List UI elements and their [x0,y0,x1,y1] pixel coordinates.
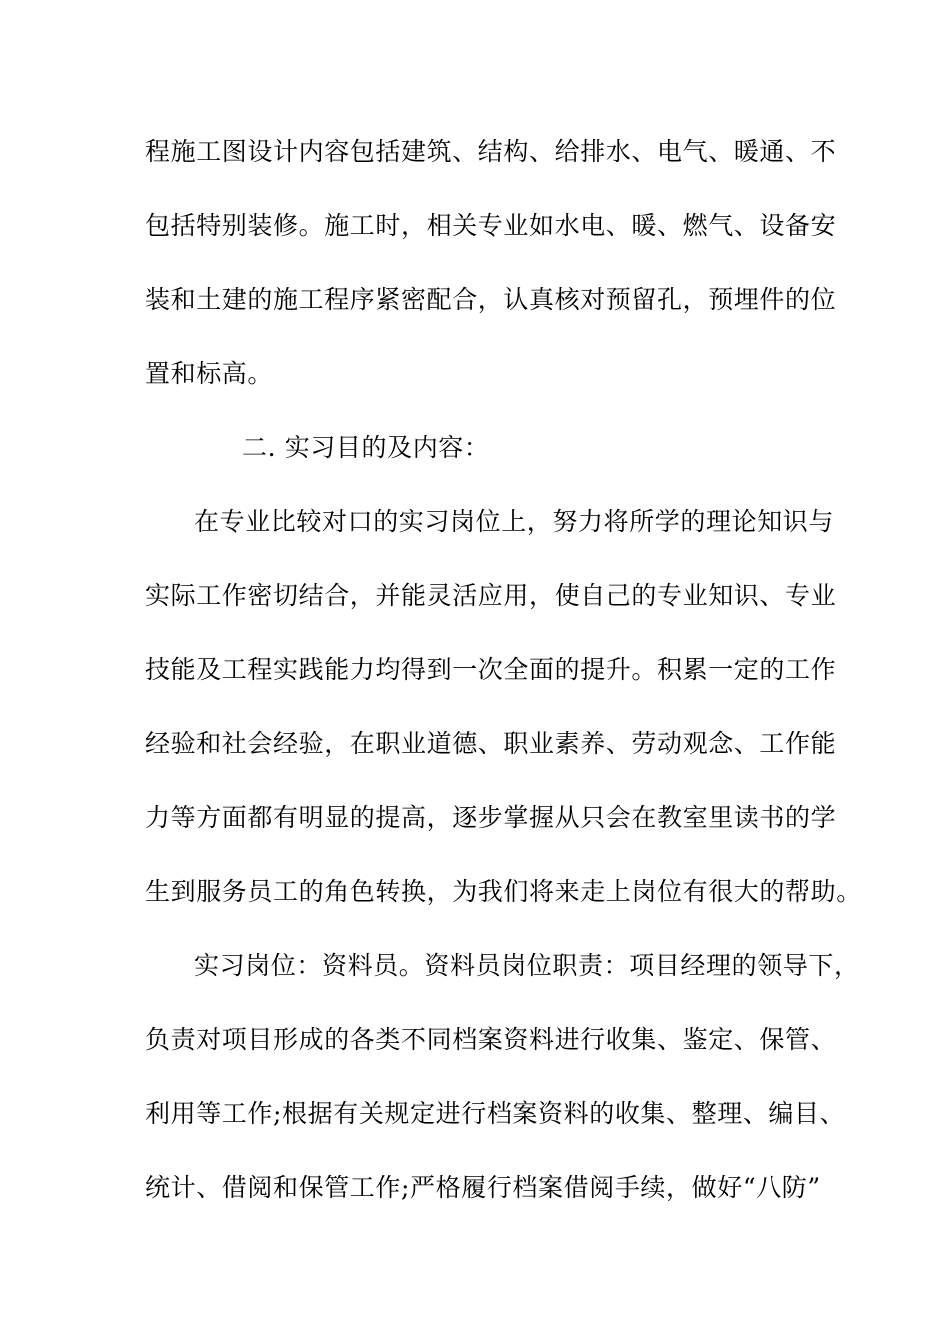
text-line-9: 经验和社会经验，在职业道德、职业素养、劳动观念、工作能 [145,729,837,758]
paragraph-start-2: 实习岗位：资料员。资料员岗位职责：项目经理的领导下， [194,951,860,980]
section-heading: 二. 实习目的及内容： [242,433,490,462]
text-line-3: 装和土建的施工程序紧密配合，认真核对预留孔，预埋件的位 [145,285,837,314]
text-line-4: 置和标高。 [145,359,274,388]
text-line-8: 技能及工程实践能力均得到一次全面的提升。积累一定的工作 [145,655,837,684]
text-line-14: 利用等工作;根据有关规定进行档案资料的收集、整理、编目、 [145,1099,846,1128]
text-line-1: 程施工图设计内容包括建筑、结构、给排水、电气、暖通、不 [145,137,837,166]
text-line-7: 实际工作密切结合，并能灵活应用，使自己的专业知识、专业 [145,581,837,610]
text-line-13: 负责对项目形成的各类不同档案资料进行收集、鉴定、保管、 [145,1025,837,1054]
text-line-2: 包括特别装修。施工时，相关专业如水电、暖、燃气、设备安 [145,211,837,240]
text-line-11: 生到服务员工的角色转换，为我们将来走上岗位有很大的帮助。 [145,877,862,906]
paragraph-start-1: 在专业比较对口的实习岗位上，努力将所学的理论知识与 [194,507,835,536]
text-line-15: 统计、借阅和保管工作;严格履行档案借阅手续，做好“八防” [145,1173,821,1202]
text-line-10: 力等方面都有明显的提高，逐步掌握从只会在教室里读书的学 [145,803,837,832]
